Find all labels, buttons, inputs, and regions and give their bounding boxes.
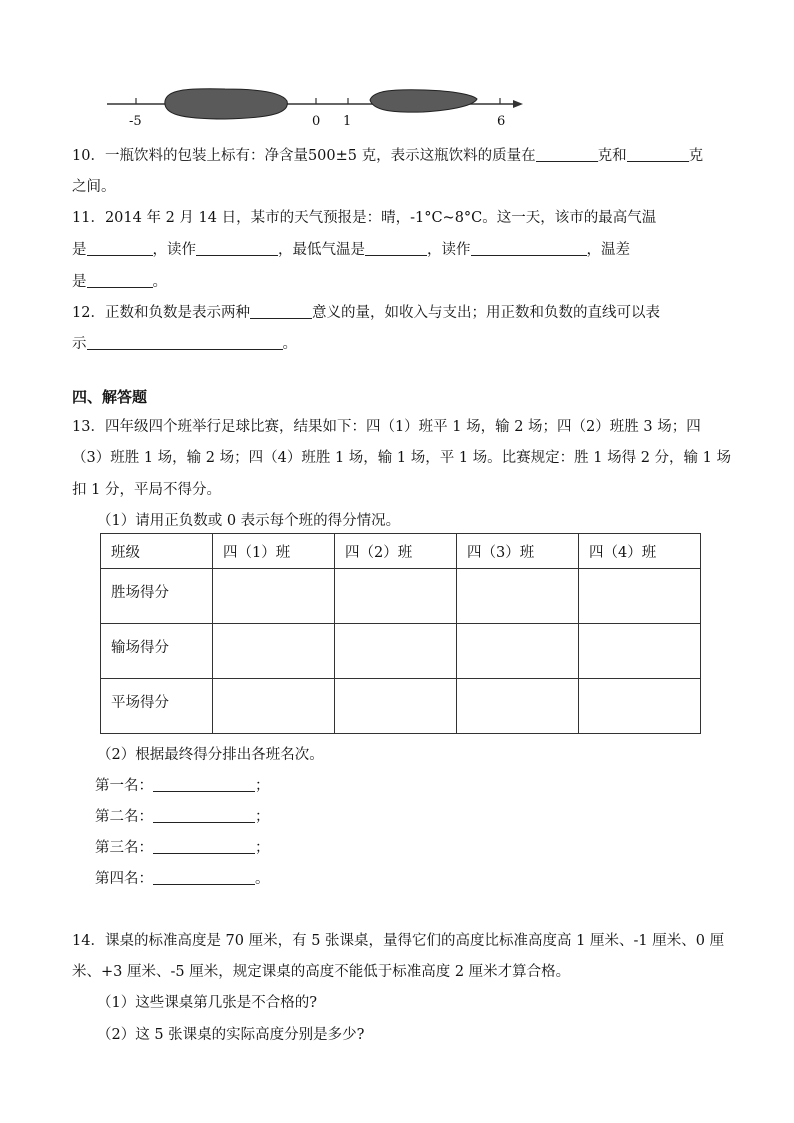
answer-blank[interactable] [365, 240, 427, 256]
answer-cell[interactable] [579, 679, 701, 734]
question-13-line-3: 扣 1 分，平局不得分。 [72, 482, 221, 498]
question-10-line-1: 10．一瓶饮料的包装上标有：净含量500±5 克，表示这瓶饮料的质量在 克和 克 [72, 148, 704, 164]
table-header-cell: 班级 [101, 534, 213, 569]
section-heading: 四、解答题 [72, 388, 148, 406]
rank-line: 第一名： ； [95, 778, 270, 794]
answer-blank[interactable] [87, 272, 153, 288]
answer-cell[interactable] [457, 569, 579, 624]
answer-cell[interactable] [213, 679, 335, 734]
answer-cell[interactable] [579, 624, 701, 679]
number-line-label: -5 [129, 114, 142, 129]
answer-blank[interactable] [627, 146, 689, 162]
question-12-line-1: 12．正数和负数是表示两种 意义的量，如收入与支出；用正数和负数的直线可以表 [72, 305, 660, 321]
number-line-label: 6 [497, 114, 506, 129]
question-14-part-1: （1）这些课桌第几张是不合格的? [97, 995, 317, 1011]
number-line-label: 1 [343, 114, 352, 129]
question-13-line-1: 13．四年级四个班举行足球比赛，结果如下：四（1）班平 1 场，输 2 场；四（2）班胜 3 场；四 [72, 419, 701, 435]
rank-line: 第四名： 。 [95, 871, 270, 887]
question-12-line-2: 示 。 [72, 336, 297, 352]
rank-line: 第二名： ； [95, 809, 270, 825]
table-header-cell: 四（3）班 [457, 534, 579, 569]
table-header-cell: 四（4）班 [579, 534, 701, 569]
rank-line: 第三名： ； [95, 840, 270, 856]
question-11-line-2: 是 ，读作 ，最低气温是 ，读作 ，温差 [72, 242, 630, 258]
answer-cell[interactable] [335, 569, 457, 624]
answer-cell[interactable] [457, 679, 579, 734]
inkblot-left [165, 89, 288, 119]
answer-blank[interactable] [250, 303, 312, 319]
question-10-line-2: 之间。 [72, 179, 116, 195]
question-14-line-2: 米、+3 厘米、-5 厘米，规定课桌的高度不能低于标准高度 2 厘米才算合格。 [72, 964, 571, 980]
answer-cell[interactable] [579, 569, 701, 624]
table-row [101, 679, 701, 734]
table-row [101, 569, 701, 624]
answer-blank[interactable] [196, 240, 278, 256]
answer-cell[interactable] [213, 569, 335, 624]
answer-blank[interactable] [87, 334, 283, 350]
question-13-part-1: （1）请用正负数或 0 表示每个班的得分情况。 [97, 513, 401, 529]
row-label: 胜场得分 [101, 569, 213, 624]
table-header-cell: 四（1）班 [213, 534, 335, 569]
table-row [101, 624, 701, 679]
question-11-line-1: 11．2014 年 2 月 14 日，某市的天气预报是：晴，-1°C~8°C。这一天，该市的最高气温 [72, 210, 657, 226]
answer-blank[interactable] [153, 776, 255, 792]
score-table [100, 533, 701, 734]
inkblot-right [370, 90, 477, 112]
answer-cell[interactable] [213, 624, 335, 679]
answer-blank[interactable] [153, 869, 255, 885]
answer-blank[interactable] [153, 807, 255, 823]
question-11-line-3: 是 。 [72, 274, 167, 290]
table-header-cell: 四（2）班 [335, 534, 457, 569]
question-14-line-1: 14．课桌的标准高度是 70 厘米，有 5 张课桌，量得它们的高度比标准高度高 1 厘米、-1 厘米、0 厘 [72, 933, 725, 949]
row-label: 平场得分 [101, 679, 213, 734]
row-label: 输场得分 [101, 624, 213, 679]
number-line-arrow [513, 100, 523, 108]
answer-blank[interactable] [87, 240, 153, 256]
answer-cell[interactable] [457, 624, 579, 679]
question-14-part-2: （2）这 5 张课桌的实际高度分别是多少? [97, 1027, 365, 1043]
answer-blank[interactable] [471, 240, 587, 256]
answer-cell[interactable] [335, 679, 457, 734]
number-line-label: 0 [312, 114, 321, 129]
answer-blank[interactable] [536, 146, 598, 162]
answer-cell[interactable] [335, 624, 457, 679]
question-13-part-2: （2）根据最终得分排出各班名次。 [97, 747, 324, 763]
table-header-row [101, 534, 701, 569]
answer-blank[interactable] [153, 838, 255, 854]
question-13-line-2: （3）班胜 1 场，输 2 场；四（4）班胜 1 场，输 1 场，平 1 场。比赛规定：胜 1 场得 2 分，输 1 场 [72, 450, 731, 466]
